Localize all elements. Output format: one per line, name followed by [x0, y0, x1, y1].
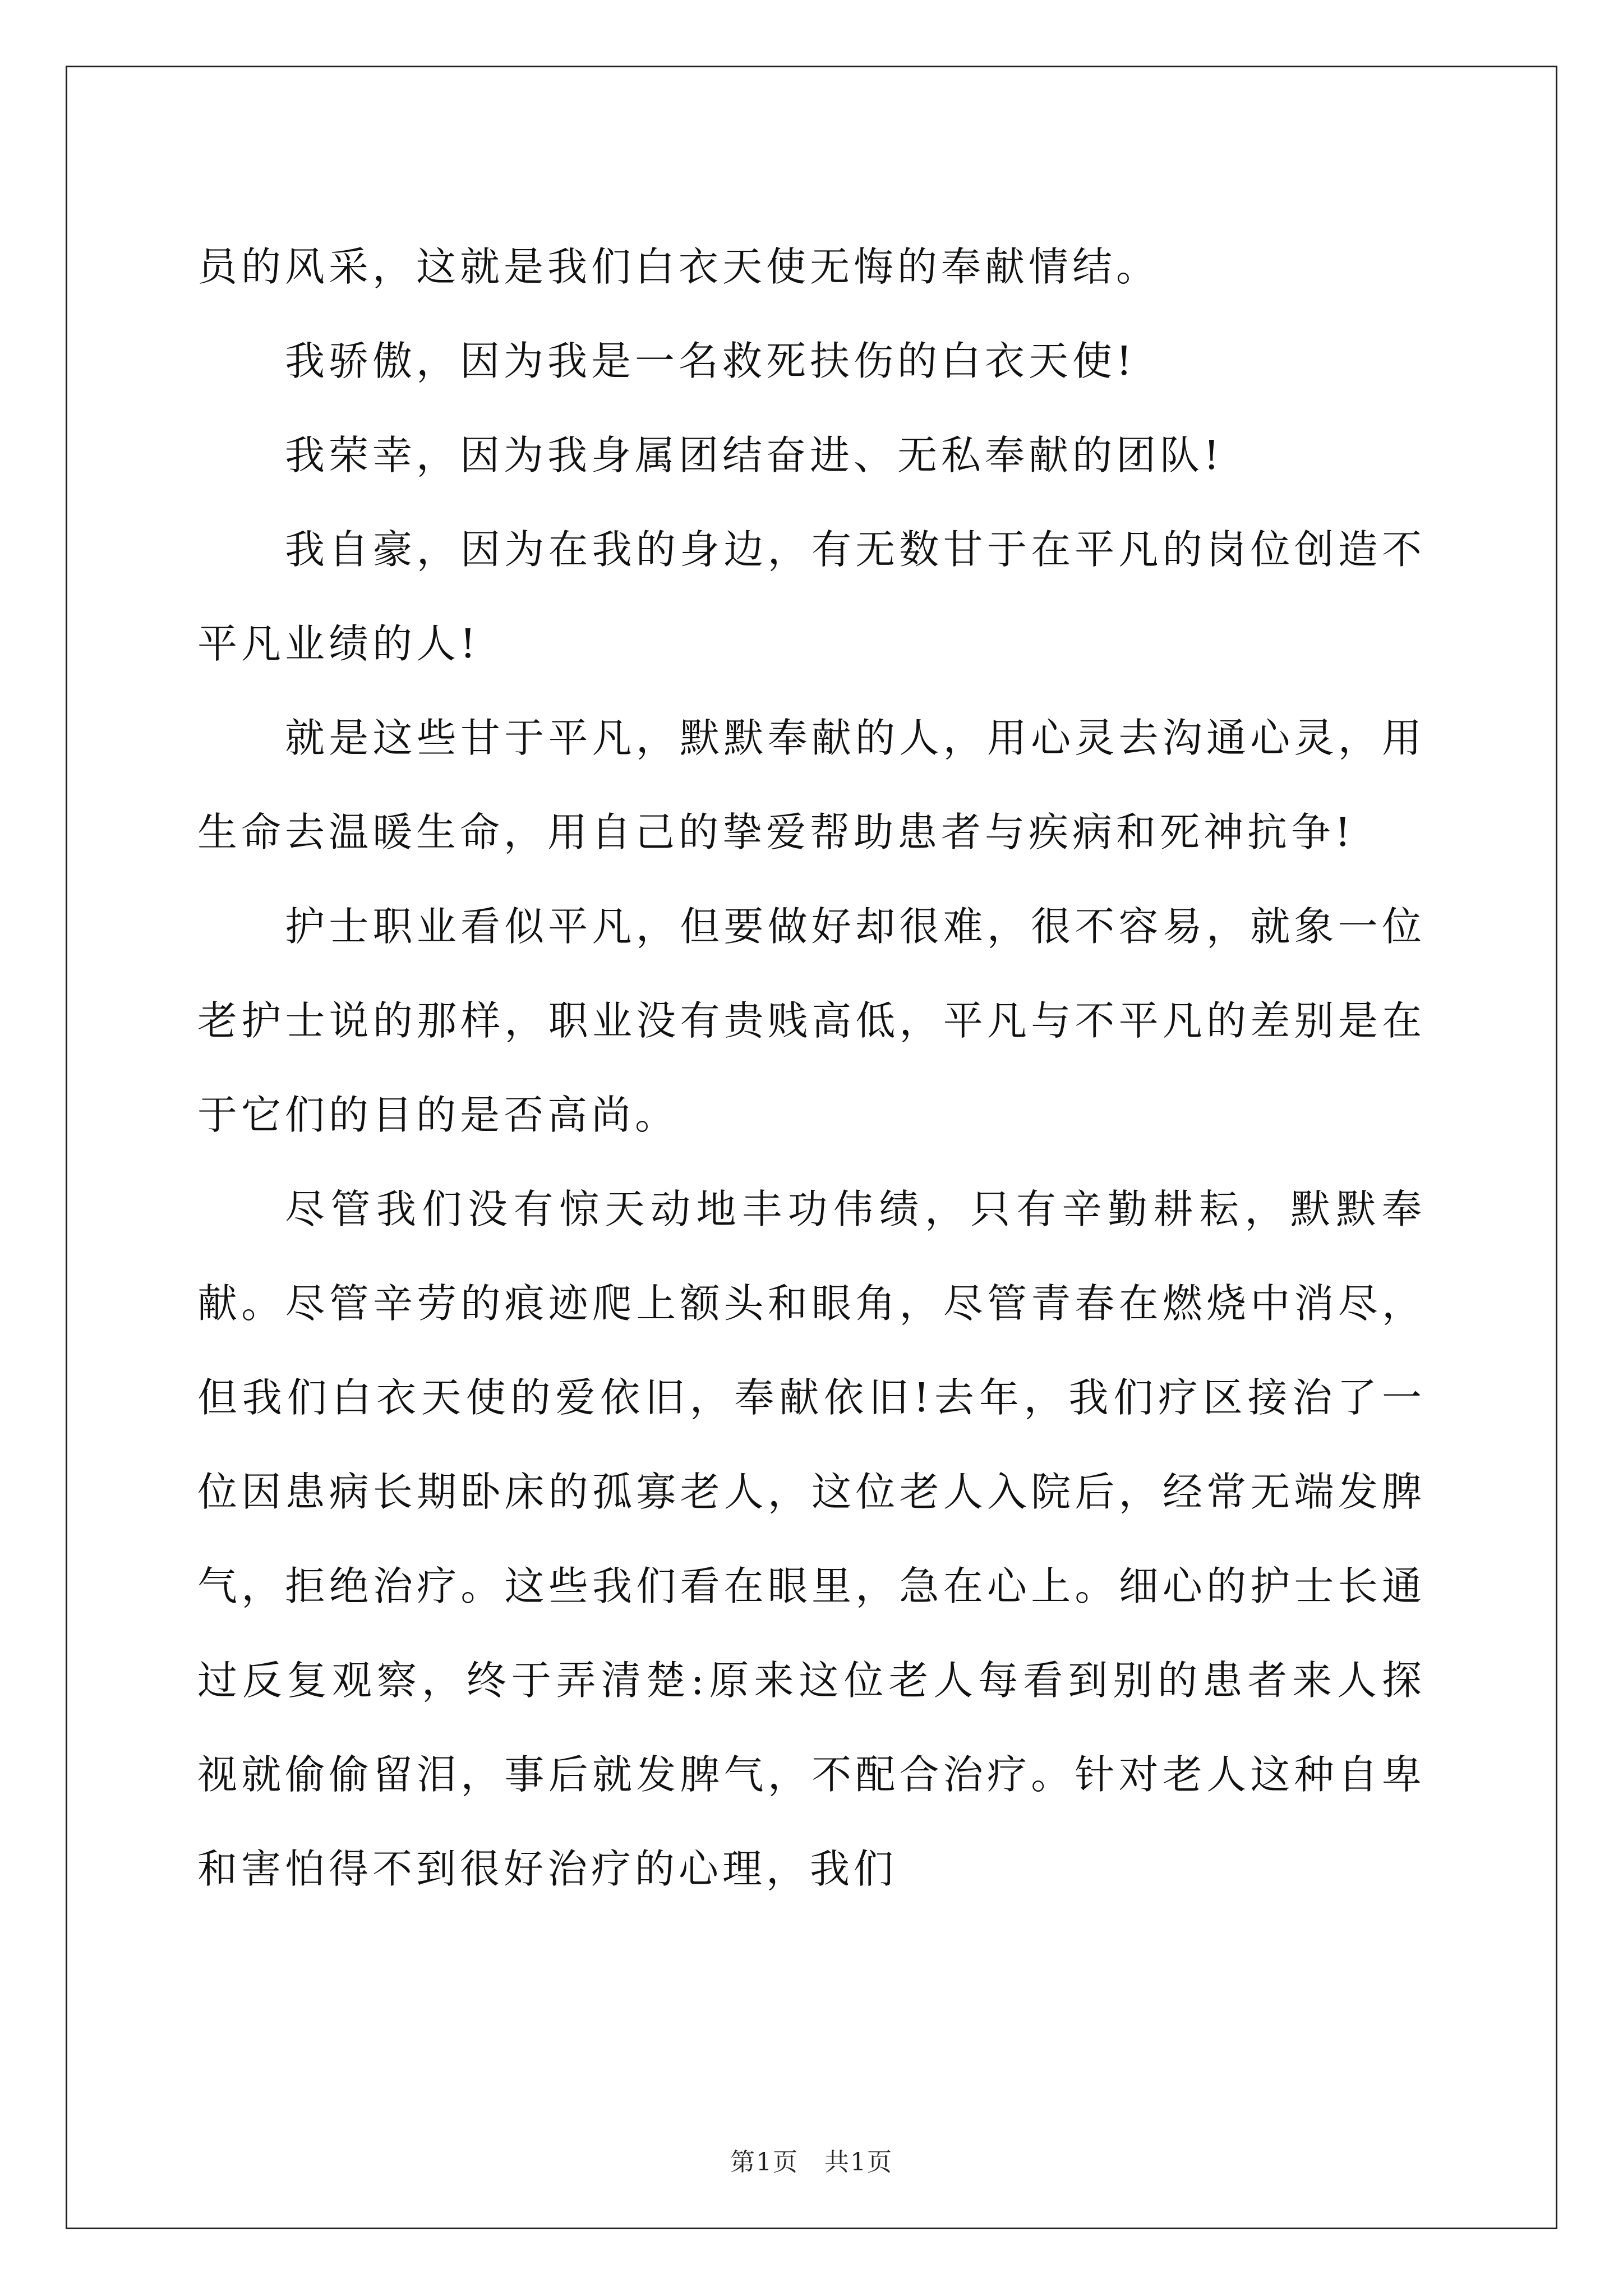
page-number-footer: 第1页 共1页	[730, 2148, 893, 2177]
document-body	[197, 220, 1426, 1916]
paragraph: 就是这些甘于平凡，默默奉献的人，用心灵去沟通心灵，用生命去温暖生命，用自己的挚爱帮助患者与疾病和死神抗争!	[197, 715, 1426, 855]
paragraph: 尽管我们没有惊天动地丰功伟绩，只有辛勤耕耘，默默奉献。尽管辛劳的痕迹爬上额头和眼角，尽管青春在燃烧中消尽，但我们白衣天使的爱依旧，奉献依旧!去年，我们疗区接治了一位因患病长期卧床的孤寡老人，这位老人入院后，经常无端发脾气，拒绝治疗。这些我们看在眼里，急在心上。细心的护士长通过反复观察，终于弄清楚:原来这位老人每看到别的患者来人探视就偷偷留泪，事后就发脾气，不配合治疗。针对老人这种自卑和害怕得不到很好治疗的心理，我们	[197, 1186, 1426, 1892]
paragraph: 我荣幸，因为我身属团结奋进、无私奉献的团队!	[285, 432, 1224, 478]
paragraph: 员的风采，这就是我们白衣天使无悔的奉献情结。	[197, 243, 1160, 290]
paragraph: 我自豪，因为在我的身边，有无数甘于在平凡的岗位创造不平凡业绩的人!	[197, 526, 1426, 667]
paragraph: 护士职业看似平凡，但要做好却很难，很不容易，就象一位老护士说的那样，职业没有贵贱高低，平凡与不平凡的差别是在于它们的目的是否高尚。	[197, 903, 1426, 1138]
paragraph: 我骄傲，因为我是一名救死扶伤的白衣天使!	[285, 338, 1136, 384]
